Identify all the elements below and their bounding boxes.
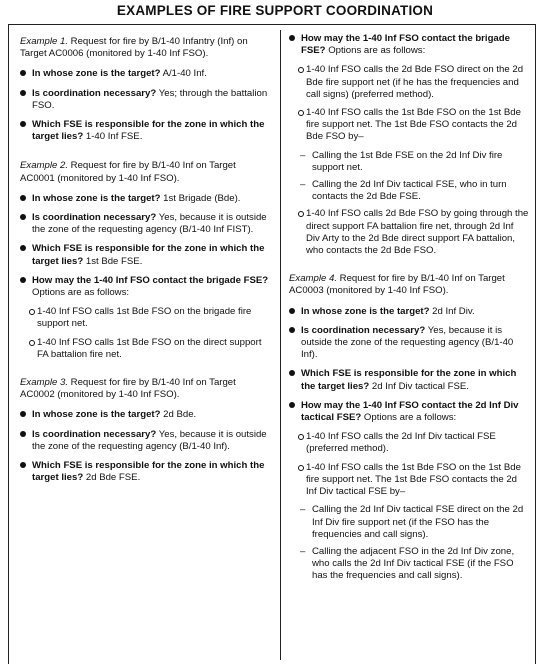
bullet-icon [20,90,26,96]
question: Which FSE is responsible for the zone in which the target lies? [32,460,265,484]
example-label: Example 3. [20,377,68,389]
answer: Yes, because it is outside the zone of the requesting agency (B/1-40 Inf). [301,324,514,361]
page-title: EXAMPLES OF FIRE SUPPORT COORDINATION [116,3,434,18]
bullet-icon [20,70,26,76]
bullet-icon [20,214,26,220]
answer: A/1-40 Inf. [160,68,207,80]
question: Which FSE is responsible for the zone in which the target lies? [301,368,517,392]
bullet-icon [289,402,295,408]
list-item [20,460,270,484]
sub-bullet-icon [29,340,35,346]
bullet-icon [289,370,295,376]
list-item [20,88,270,112]
list-item [289,306,529,318]
question: In whose zone is the target? [32,192,161,204]
answer: 1st Brigade (Bde). [160,192,241,204]
example-text: Request for fire by B/1-40 Infantry (Inf) on Target AC0006 (monitored by 1-40 Inf FSO). [20,36,248,60]
list-item [289,400,529,424]
option-text: 1-40 Inf FSO calls the 1st Bde FSO on the 1st Bde fire support net. The 1st Bde FSO contacts the 2d Inf Div tactical FSE by– [306,461,521,498]
example-label: Example 4. [289,273,337,285]
example-text: Request for fire by B/1-40 Inf on Target AC0002 (monitored by 1-40 Inf FSO). [20,377,236,401]
option-text: 1-40 Inf FSO calls 1st Bde FSO on the direct support FA battalion fire net. [37,336,262,360]
option-item [289,462,529,499]
dash-item [289,546,529,583]
bullet-icon [20,195,26,201]
question: In whose zone is the target? [301,305,430,317]
question: How may the 1-40 Inf FSO contact the brigade FSE? [32,274,269,286]
bullet-icon [20,411,26,417]
bullet-icon [289,308,295,314]
dash-item [289,179,529,203]
question: Is coordination necessary? [32,212,157,224]
example-3-intro [20,377,270,401]
bullet-icon [20,277,26,283]
example-label: Example 2. [20,160,68,172]
dash-text: Calling the 1st Bde FSE on the 2d Inf Div fire support net. [312,149,503,173]
sub-bullet-icon [298,211,304,217]
list-item [20,275,270,299]
right-column [289,33,529,588]
answer: 1-40 Inf FSE. [83,131,143,143]
question: Which FSE is responsible for the zone in which the target lies? [32,119,265,143]
option-item [20,337,270,361]
sub-bullet-icon [298,434,304,440]
question: Which FSE is responsible for the zone in which the target lies? [32,243,265,267]
option-item [289,64,529,101]
option-item [289,208,529,257]
sub-bullet-icon [298,67,304,73]
bullet-icon [20,462,26,468]
answer: Options are as follows: [325,45,426,57]
dash-text: Calling the 2d Inf Div tactical FSE direct on the 2d Inf Div fire support net (if the FSO has the frequencies and call signs). [312,504,524,540]
dash-icon: – [300,545,306,557]
question: How may the 1-40 Inf FSO contact the 2d Inf Div tactical FSE? [301,399,519,424]
option-item [289,431,529,455]
dash-item [289,150,529,174]
list-item [20,409,270,421]
bullet-icon [20,431,26,437]
sub-bullet-icon [298,110,304,116]
dash-text: Calling the 2d Inf Div tactical FSE, who in turn contacts the 2d Bde FSE. [312,179,507,203]
answer: Yes; through the battalion FSO. [32,87,268,111]
list-item [20,429,270,453]
dash-icon: – [300,149,306,161]
option-text: 1-40 Inf FSO calls the 2d Inf Div tactical FSE (preferred method). [306,431,496,455]
spacer [289,263,529,273]
option-text: 1-40 Inf FSO calls the 2d Bde FSO direct on the 2d Bde fire support net (if he has the frequencies and call signs) (preferred method). [306,64,524,100]
question: Is coordination necessary? [301,324,426,336]
answer: Yes, because it is outside the zone of the requesting agency (B/1-40 Inf FIST). [32,212,267,236]
example-label: Example 1. [20,36,68,47]
answer: Options are a follows: [361,412,457,424]
bullet-icon [289,35,295,41]
bullet-icon [289,327,295,333]
list-item [289,325,529,362]
example-text: Request for fire by B/1-40 Inf on Target AC0003 (monitored by 1-40 Inf FSO). [289,273,505,297]
bullet-icon [20,121,26,127]
answer: 2d Inf Div tactical FSE. [369,380,469,392]
dash-item [289,504,529,541]
option-item [289,107,529,144]
example-2-intro [20,160,270,184]
left-column [20,36,270,491]
spacer [20,150,270,160]
question: In whose zone is the target? [32,68,161,80]
dash-text: Calling the adjacent FSO in the 2d Inf Div zone, who calls the 2d Inf Div tactical FSE (if the FSO has the frequencies and call signs). [312,545,515,582]
list-item [20,68,270,80]
list-item [289,368,529,392]
spacer [20,367,270,377]
list-item [20,193,270,205]
question: In whose zone is the target? [32,409,161,421]
dash-icon: – [300,179,306,191]
example-4-intro [289,273,529,297]
list-item [20,243,270,267]
option-text: 1-40 Inf FSO calls 1st Bde FSO on the brigade fire support net. [37,306,252,330]
column-divider [280,30,281,660]
option-text: 1-40 Inf FSO calls the 1st Bde FSO on the 1st Bde fire support net. The 1st Bde FSO contacts the 2d Bde FSO by– [306,107,521,143]
answer: 2d Inf Div. [429,305,475,317]
option-text: 1-40 Inf FSO calls 2d Bde FSO by going through the direct support FA battalion fire net, through 2d Inf Div Arty to the 2d Bde direct support FA battalion, who contacts the 2d Bde FSO. [306,208,529,257]
list-item [20,212,270,236]
example-text: Request for fire by B/1-40 Inf on Target AC0001 (monitored by 1-40 Inf FSO). [20,160,236,184]
question: Is coordination necessary? [32,428,157,440]
answer: 2d Bde FSE. [83,472,141,484]
example-1-intro [20,36,270,60]
question: Is coordination necessary? [32,87,157,99]
answer: Options are as follows: [32,287,130,299]
list-item [20,119,270,143]
dash-icon: – [300,504,306,516]
question: How may the 1-40 Inf FSO contact the brigade FSE? [301,33,510,57]
answer: 2d Bde. [160,409,197,421]
answer: Yes, because it is outside the zone of the requesting agency (B/1-40 Inf). [32,428,267,452]
list-item [289,33,529,57]
option-item [20,306,270,330]
bullet-icon [20,245,26,251]
sub-bullet-icon [29,309,35,315]
answer: 1st Bde FSE. [83,255,143,267]
sub-bullet-icon [298,465,304,471]
